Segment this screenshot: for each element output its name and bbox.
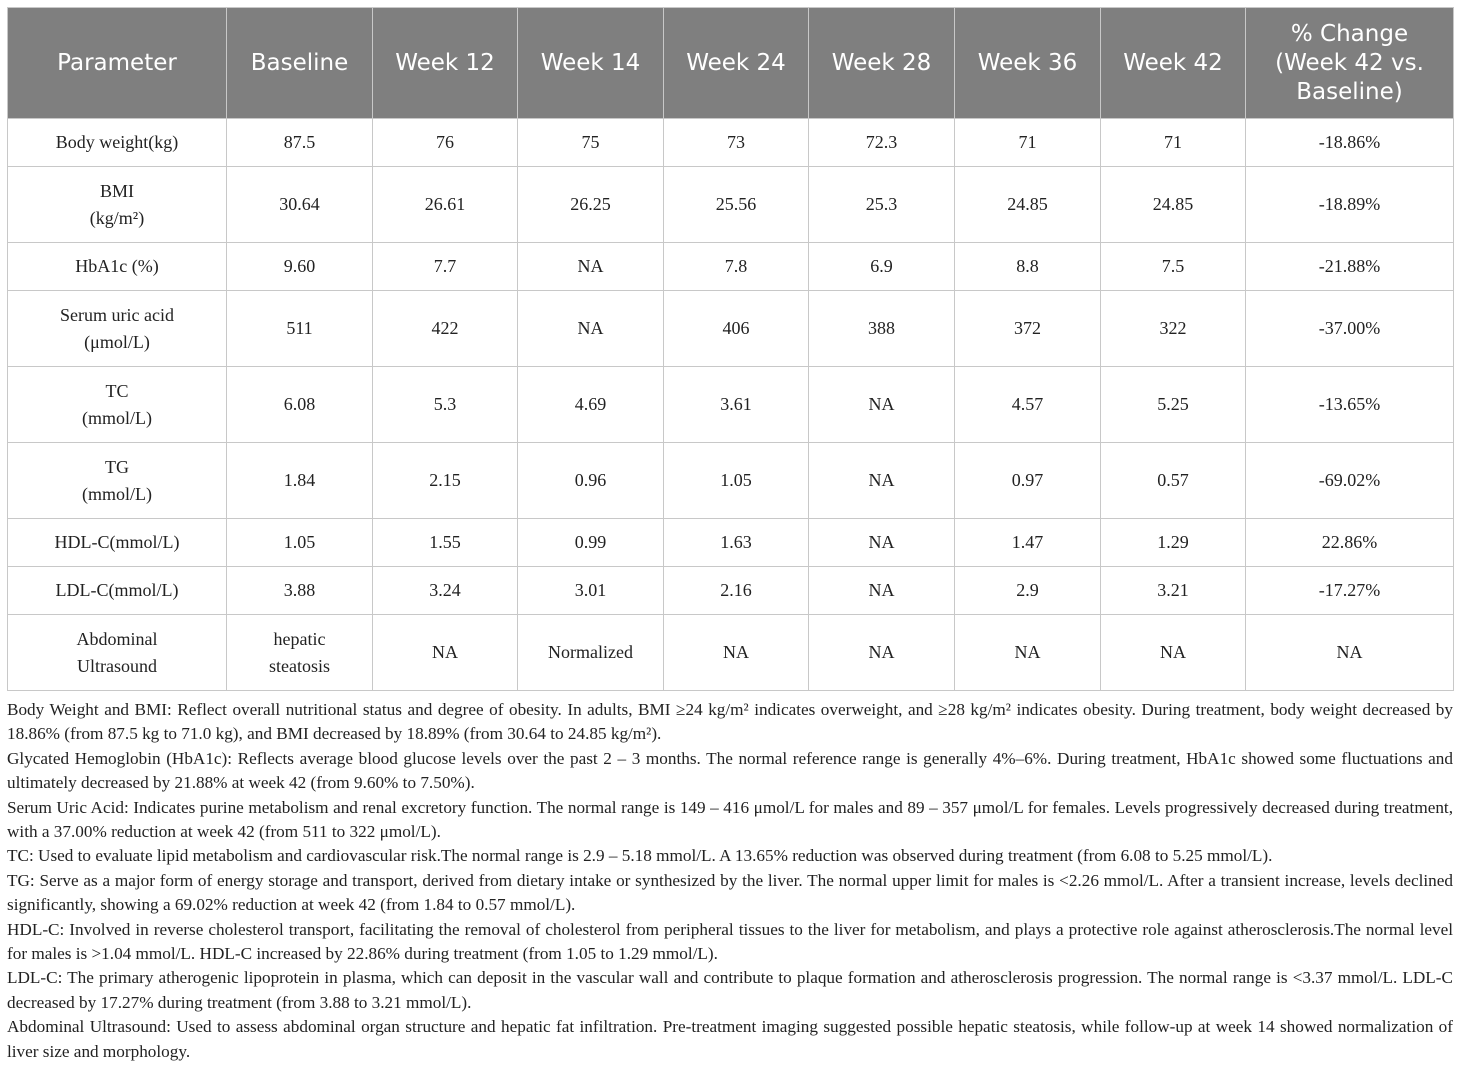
value-cell: NA [809, 615, 955, 691]
value-cell: NA [518, 243, 664, 291]
value-cell: 22.86% [1246, 519, 1454, 567]
parameter-unit: (μmol/L) [84, 331, 150, 352]
parameter-name: TC [105, 380, 129, 401]
value-cell: 76 [373, 119, 518, 167]
value-cell: 5.3 [373, 367, 518, 443]
value-cell: NA [1101, 615, 1246, 691]
parameter-cell [8, 443, 227, 519]
value-cell: NA [809, 443, 955, 519]
value-cell: 0.99 [518, 519, 664, 567]
parameter-name: Body weight(kg) [55, 132, 179, 152]
value-cell: 5.25 [1101, 367, 1246, 443]
value-cell: 2.16 [664, 567, 809, 615]
column-header: Week 12 [373, 8, 518, 119]
value-cell: 8.8 [955, 243, 1101, 291]
value-cell: 9.60 [227, 243, 373, 291]
value-cell: -37.00% [1246, 291, 1454, 367]
table-row [8, 119, 1454, 167]
value-cell: 3.61 [664, 367, 809, 443]
value-cell: 25.3 [809, 167, 955, 243]
column-header: Week 14 [518, 8, 664, 119]
footnote: HDL-C: Involved in reverse cholesterol transport, facilitating the removal of cholesterol from peripheral tissues to the liver for metabolism, and plays a protective role against atherosclerosis.The normal level for males is >1.04 mmol/L. HDL-C increased by 22.86% during treatment (from 1.05 to 1.29 mmol/L). [7, 919, 1453, 964]
value-cell: 406 [664, 291, 809, 367]
column-header: Week 36 [955, 8, 1101, 119]
footnote: LDL-C: The primary atherogenic lipoprotein in plasma, which can deposit in the vascular wall and contribute to plaque formation and atherosclerosis progression. The normal range is <3.37 mmol/L. LDL-C decreased by 17.27% during treatment (from 3.88 to 3.21 mmol/L). [7, 968, 1453, 1012]
value-cell: 26.25 [518, 167, 664, 243]
value-cell: 87.5 [227, 119, 373, 167]
value-cell: 7.7 [373, 243, 518, 291]
value-cell: 0.57 [1101, 443, 1246, 519]
footnote: TC: Used to evaluate lipid metabolism and cardiovascular risk.The normal range is 2.9 – 5.18 mmol/L. A 13.65% reduction was observed during treatment (from 6.08 to 5.25 mmol/L). [7, 846, 1273, 866]
header-row [8, 8, 1454, 119]
value-cell: 6.9 [809, 243, 955, 291]
value-cell: hepatic steatosis [227, 615, 373, 691]
value-cell: 3.88 [227, 567, 373, 615]
value-cell: 4.57 [955, 367, 1101, 443]
value-cell: 511 [227, 291, 373, 367]
value-cell: NA [664, 615, 809, 691]
value-cell: NA [1246, 615, 1454, 691]
table-row [8, 567, 1454, 615]
table-row [8, 291, 1454, 367]
parameter-name: HDL-C(mmol/L) [54, 532, 180, 552]
value-cell: -13.65% [1246, 367, 1454, 443]
value-cell: 372 [955, 291, 1101, 367]
column-header: Week 28 [809, 8, 955, 119]
parameter-cell [8, 567, 227, 615]
value-cell: 25.56 [664, 167, 809, 243]
value-cell: 422 [373, 291, 518, 367]
parameter-unit: Ultrasound [77, 655, 157, 676]
column-header: Baseline [227, 8, 373, 119]
value-cell: -21.88% [1246, 243, 1454, 291]
value-cell: 4.69 [518, 367, 664, 443]
value-cell: 72.3 [809, 119, 955, 167]
value-cell: 2.9 [955, 567, 1101, 615]
value-cell: 1.84 [227, 443, 373, 519]
value-cell: NA [955, 615, 1101, 691]
parameter-unit: (kg/m²) [89, 207, 145, 228]
parameter-cell [8, 243, 227, 291]
parameter-cell [8, 519, 227, 567]
table-footnotes [7, 698, 1453, 1064]
footnote: Body Weight and BMI: Reflect overall nutritional status and degree of obesity. In adults, BMI ≥24 kg/m² indicates overweight, and ≥28 kg/m² indicates obesity. During treatment, body weight decreased by 18.86% (from 87.5 kg to 71.0 kg), and BMI decreased by 18.89% (from 30.64 to 24.85 kg/m²). [7, 700, 1453, 744]
column-header: Week 42 [1101, 8, 1246, 119]
value-cell: 322 [1101, 291, 1246, 367]
value-cell: 388 [809, 291, 955, 367]
results-table [7, 7, 1454, 691]
value-cell: 1.29 [1101, 519, 1246, 567]
footnote: TG: Serve as a major form of energy storage and transport, derived from dietary intake or synthesized by the liver. The normal upper limit for males is <2.26 mmol/L. After a transient increase, levels declined significantly, showing a 69.02% reduction at week 42 (from 1.84 to 0.57 mmol/L). [7, 870, 1453, 915]
value-cell: 26.61 [373, 167, 518, 243]
parameter-name: Abdominal [76, 628, 158, 649]
value-cell: 2.15 [373, 443, 518, 519]
table-row [8, 167, 1454, 243]
parameter-cell [8, 615, 227, 691]
value-cell: Normalized [518, 615, 664, 691]
parameter-name: Serum uric acid [60, 304, 174, 325]
value-cell: -18.86% [1246, 119, 1454, 167]
value-cell: 73 [664, 119, 809, 167]
value-cell: 0.97 [955, 443, 1101, 519]
column-header: Week 24 [664, 8, 809, 119]
value-cell: 71 [955, 119, 1101, 167]
value-cell: 7.8 [664, 243, 809, 291]
value-cell: 24.85 [1101, 167, 1246, 243]
parameter-cell [8, 367, 227, 443]
footnote: Abdominal Ultrasound: Used to assess abdominal organ structure and hepatic fat infiltration. Pre-treatment imaging suggested possible hepatic steatosis, while follow-up at week 14 showed normalization of liver size and morphology. [7, 1017, 1453, 1061]
value-cell: 3.24 [373, 567, 518, 615]
table-row [8, 615, 1454, 691]
footnote: Serum Uric Acid: Indicates purine metabolism and renal excretory function. The normal range is 149 – 416 μmol/L for males and 89 – 357 μmol/L for females. Levels progressively decreased during treatment, with a 37.00% reduction at week 42 (from 511 to 322 μmol/L). [7, 797, 1453, 842]
value-cell: 0.96 [518, 443, 664, 519]
value-cell: -17.27% [1246, 567, 1454, 615]
value-cell: NA [373, 615, 518, 691]
value-cell: -69.02% [1246, 443, 1454, 519]
value-cell: 6.08 [227, 367, 373, 443]
value-cell: NA [809, 519, 955, 567]
column-header: % Change (Week 42 vs. Baseline) [1246, 8, 1454, 119]
value-cell: 1.05 [227, 519, 373, 567]
parameter-name: LDL-C(mmol/L) [55, 580, 179, 600]
parameter-name: TG [105, 456, 129, 477]
table-row [8, 443, 1454, 519]
parameter-unit: (mmol/L) [82, 407, 152, 428]
value-cell: 1.47 [955, 519, 1101, 567]
parameter-unit: (mmol/L) [82, 483, 152, 504]
value-cell: 1.05 [664, 443, 809, 519]
value-cell: NA [809, 367, 955, 443]
value-cell: -18.89% [1246, 167, 1454, 243]
table-row [8, 519, 1454, 567]
table-row [8, 243, 1454, 291]
column-header: Parameter [8, 8, 227, 119]
value-cell: 1.63 [664, 519, 809, 567]
value-cell: 3.01 [518, 567, 664, 615]
value-cell: NA [518, 291, 664, 367]
value-cell: 1.55 [373, 519, 518, 567]
value-cell: NA [809, 567, 955, 615]
value-cell: 7.5 [1101, 243, 1246, 291]
footnote: Glycated Hemoglobin (HbA1c): Reflects average blood glucose levels over the past 2 – 3 months. The normal reference range is generally 4%–6%. During treatment, HbA1c showed some fluctuations and ultimately decreased by 21.88% at week 42 (from 9.60% to 7.50%). [7, 748, 1453, 793]
parameter-name: BMI [99, 180, 134, 201]
value-cell: 71 [1101, 119, 1246, 167]
value-cell: 24.85 [955, 167, 1101, 243]
table-row [8, 367, 1454, 443]
parameter-cell [8, 119, 227, 167]
value-cell: 3.21 [1101, 567, 1246, 615]
value-cell: 75 [518, 119, 664, 167]
parameter-cell [8, 167, 227, 243]
parameter-name: HbA1c (%) [75, 256, 159, 276]
parameter-cell [8, 291, 227, 367]
value-cell: 30.64 [227, 167, 373, 243]
